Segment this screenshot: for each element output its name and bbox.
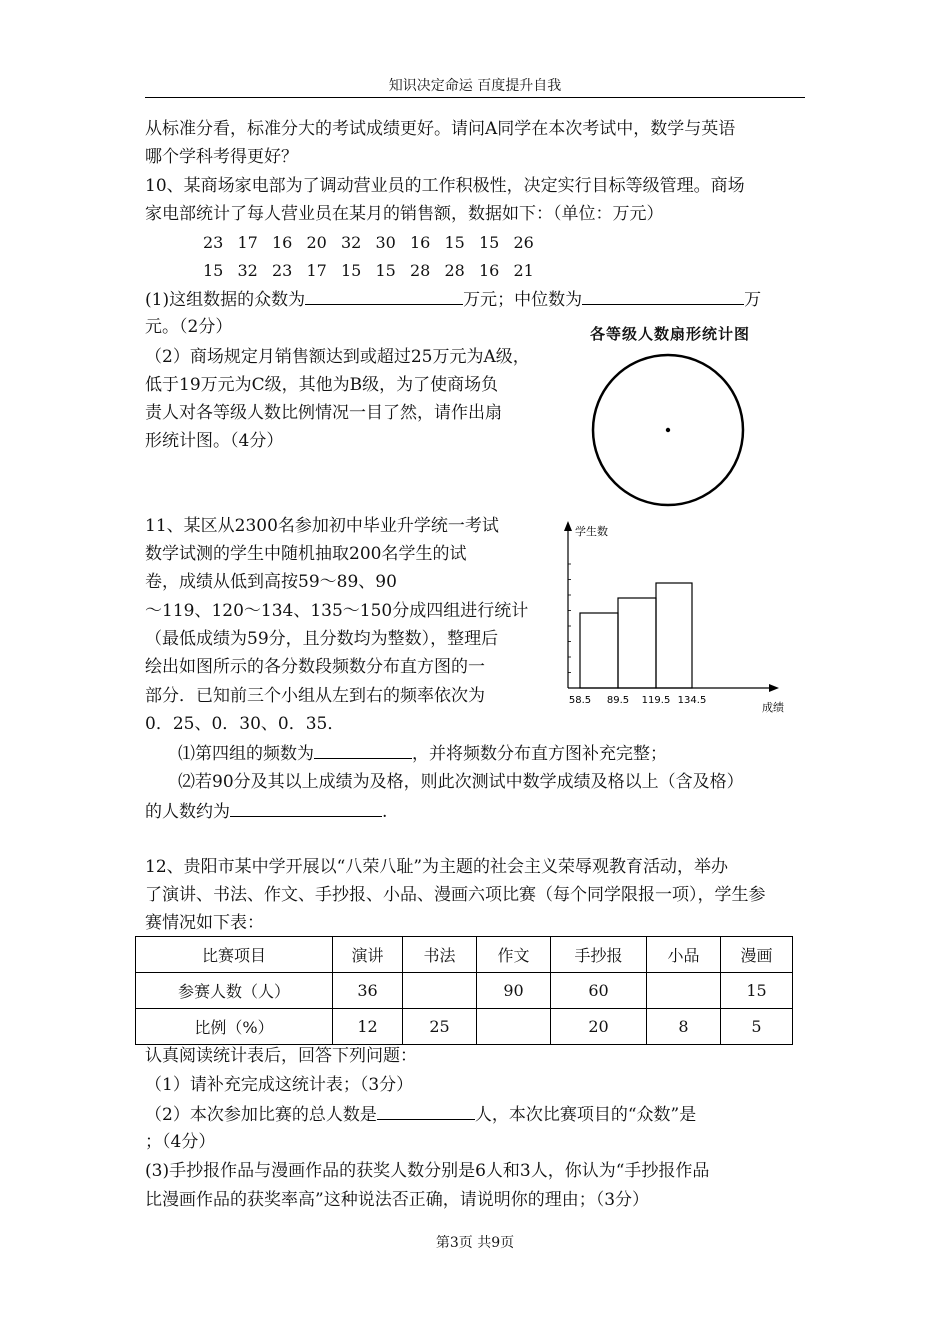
data-value: 15 — [341, 261, 362, 280]
histogram-y-label: 学生数 — [575, 525, 608, 538]
q11-s1-text-2: ，并将频数分布直方图补充完整； — [412, 744, 667, 764]
table-cell: 12 — [333, 1009, 403, 1045]
q12-part-3-line-2: 比漫画作品的获奖率高”这种说法否正确，请说明你的理由；（3分） — [145, 1190, 650, 1210]
q11-s1-text: ⑴第四组的频数为 — [178, 744, 314, 764]
x-tick-label: 134.5 — [677, 695, 707, 706]
histogram-axes — [564, 521, 779, 692]
table-cell-blank[interactable] — [647, 973, 721, 1009]
table-cell: 90 — [477, 973, 551, 1009]
table-row — [136, 973, 793, 1009]
q11-line-3: 卷，成绩从低到高按59～89、90 — [145, 572, 397, 592]
q10-part-1-end: 元。（2分） — [145, 317, 233, 337]
table-cell: 20 — [551, 1009, 647, 1045]
q11-sub-2-line-2 — [145, 800, 387, 823]
intro-line-1: 从标准分看，标准分大的考试成绩更好。请问A同学在本次考试中，数学与英语 — [145, 119, 736, 139]
data-value: 16 — [479, 261, 500, 280]
data-value: 30 — [375, 233, 396, 252]
q12-part-2-end: ；（4分） — [145, 1132, 216, 1152]
histogram-x-label: 成绩 — [762, 701, 784, 714]
table-cell: 25 — [403, 1009, 477, 1045]
table-header-cell: 演讲 — [333, 937, 403, 973]
q10-part-1 — [145, 288, 761, 311]
intro-line-2: 哪个学科考得更好？ — [145, 147, 298, 167]
q12-line-2: 了演讲、书法、作文、手抄报、小品、漫画六项比赛（每个同学限报一项），学生参 — [145, 885, 766, 905]
page-header: 知识决定命运 百度提升自我 — [388, 78, 562, 94]
q10-part-2-line-3: 责人对各等级人数比例情况一目了然，请作出扇 — [145, 403, 502, 423]
x-tick-label: 89.5 — [606, 695, 630, 706]
histogram-bar — [580, 613, 618, 688]
table-row — [136, 1009, 793, 1045]
q12-part-2 — [145, 1103, 696, 1126]
competition-table — [135, 936, 793, 1045]
table-header-cell: 手抄报 — [551, 937, 647, 973]
data-value: 32 — [237, 261, 258, 280]
mode-answer-blank[interactable] — [305, 288, 463, 305]
table-header-cell: 小品 — [647, 937, 721, 973]
data-value: 21 — [513, 261, 534, 280]
data-value: 15 — [444, 233, 465, 252]
total-participants-blank[interactable] — [377, 1103, 475, 1120]
data-value: 17 — [237, 233, 258, 252]
q10-data-row-2 — [203, 260, 548, 282]
q12-line-1: 12、贵阳市某中学开展以“八荣八耻”为主题的社会主义荣辱观教育活动，举办 — [145, 857, 729, 877]
q12-part-1: （1）请补充完成这统计表；（3分） — [145, 1075, 414, 1095]
data-value: 23 — [272, 261, 293, 280]
q11-s2-text: 的人数约为 — [145, 802, 230, 822]
q10-part-2-line-1: （2）商场规定月销售额达到或超过25万元为A级， — [145, 347, 530, 367]
q10-part-2-line-4: 形统计图。（4分） — [145, 431, 284, 451]
data-value: 28 — [410, 261, 431, 280]
q11-line-5: （最低成绩为59分，且分数均为整数），整理后 — [145, 629, 499, 649]
pie-chart-title: 各等级人数扇形统计图 — [590, 325, 751, 343]
table-header-cell: 比赛项目 — [136, 937, 333, 973]
table-cell: 参赛人数（人） — [136, 973, 333, 1009]
q11-line-2: 数学试测的学生中随机抽取200名学生的试 — [145, 544, 467, 564]
histogram-chart — [555, 515, 795, 720]
q12-p2-text: （2）本次参加比赛的总人数是 — [145, 1105, 377, 1125]
table-cell-blank[interactable] — [477, 1009, 551, 1045]
table-cell: 15 — [721, 973, 793, 1009]
fourth-group-frequency-blank[interactable] — [314, 742, 412, 759]
data-value: 26 — [513, 233, 534, 252]
table-cell: 比例（%） — [136, 1009, 333, 1045]
data-value: 15 — [375, 261, 396, 280]
q11-s2-text-2: . — [382, 802, 388, 822]
q11-line-8: 0．25、0．30、0．35． — [145, 714, 345, 734]
table-cell: 36 — [333, 973, 403, 1009]
histogram-bar — [618, 598, 656, 688]
q11-sub-1 — [178, 742, 667, 765]
q10-p1-text-2: 万元；中位数为 — [463, 290, 583, 310]
data-value: 20 — [306, 233, 327, 252]
page-footer: 第3页 共9页 — [435, 1235, 515, 1251]
histogram-tick-labels — [569, 695, 706, 706]
data-value: 16 — [272, 233, 293, 252]
histogram-bar — [656, 583, 692, 688]
q11-line-4: ～119、120～134、135～150分成四组进行统计 — [145, 601, 529, 621]
q12-instruction: 认真阅读统计表后，回答下列问题： — [145, 1046, 417, 1066]
q10-data-row-1 — [203, 232, 548, 254]
table-cell-blank[interactable] — [403, 973, 477, 1009]
q10-part-2-line-2: 低于19万元为C级，其他为B级，为了使商场负 — [145, 375, 499, 395]
table-header-cell: 书法 — [403, 937, 477, 973]
q11-line-1: 11、某区从2300名参加初中毕业升学统一考试 — [145, 516, 499, 536]
header-rule — [145, 97, 805, 98]
passing-count-blank[interactable] — [230, 800, 382, 817]
table-cell: 5 — [721, 1009, 793, 1045]
q12-line-3: 赛情况如下表： — [145, 913, 264, 933]
data-value: 32 — [341, 233, 362, 252]
x-tick-label: 119.5 — [641, 695, 671, 706]
q11-line-7: 部分．已知前三个小组从左到右的频率依次为 — [145, 686, 485, 706]
data-value: 28 — [444, 261, 465, 280]
q10-p1-text: (1)这组数据的众数为 — [145, 290, 306, 310]
data-value: 23 — [203, 233, 224, 252]
y-axis-arrow — [564, 521, 572, 531]
histogram-bars — [580, 583, 692, 688]
data-value: 17 — [306, 261, 327, 280]
q12-part-3-line-1: (3)手抄报作品与漫画作品的获奖人数分别是6人和3人，你认为“手抄报作品 — [145, 1161, 710, 1181]
x-axis-arrow — [769, 684, 779, 692]
table-header-row — [136, 937, 793, 973]
data-value: 16 — [410, 233, 431, 252]
x-tick-label: 58.5 — [568, 695, 592, 706]
table-cell: 60 — [551, 973, 647, 1009]
data-value: 15 — [479, 233, 500, 252]
data-value: 15 — [203, 261, 224, 280]
q10-p1-text-3: 万 — [744, 290, 762, 310]
q12-p2-text-2: 人，本次比赛项目的“众数”是 — [474, 1105, 697, 1125]
q10-line-1: 10、某商场家电部为了调动营业员的工作积极性，决定实行目标等级管理。商场 — [145, 176, 745, 196]
table-cell: 8 — [647, 1009, 721, 1045]
table-header-cell: 作文 — [477, 937, 551, 973]
table-header-cell: 漫画 — [721, 937, 793, 973]
median-answer-blank[interactable] — [582, 288, 744, 305]
q11-sub-2-line-1: ⑵若90分及其以上成绩为及格，则此次测试中数学成绩及格以上（含及格） — [178, 772, 744, 792]
pie-chart-circle[interactable] — [585, 350, 750, 510]
q10-line-2: 家电部统计了每人营业员在某月的销售额，数据如下：（单位：万元） — [145, 204, 664, 224]
q11-line-6: 绘出如图所示的各分数段频数分布直方图的一 — [145, 657, 485, 677]
pie-center-dot — [666, 428, 670, 432]
